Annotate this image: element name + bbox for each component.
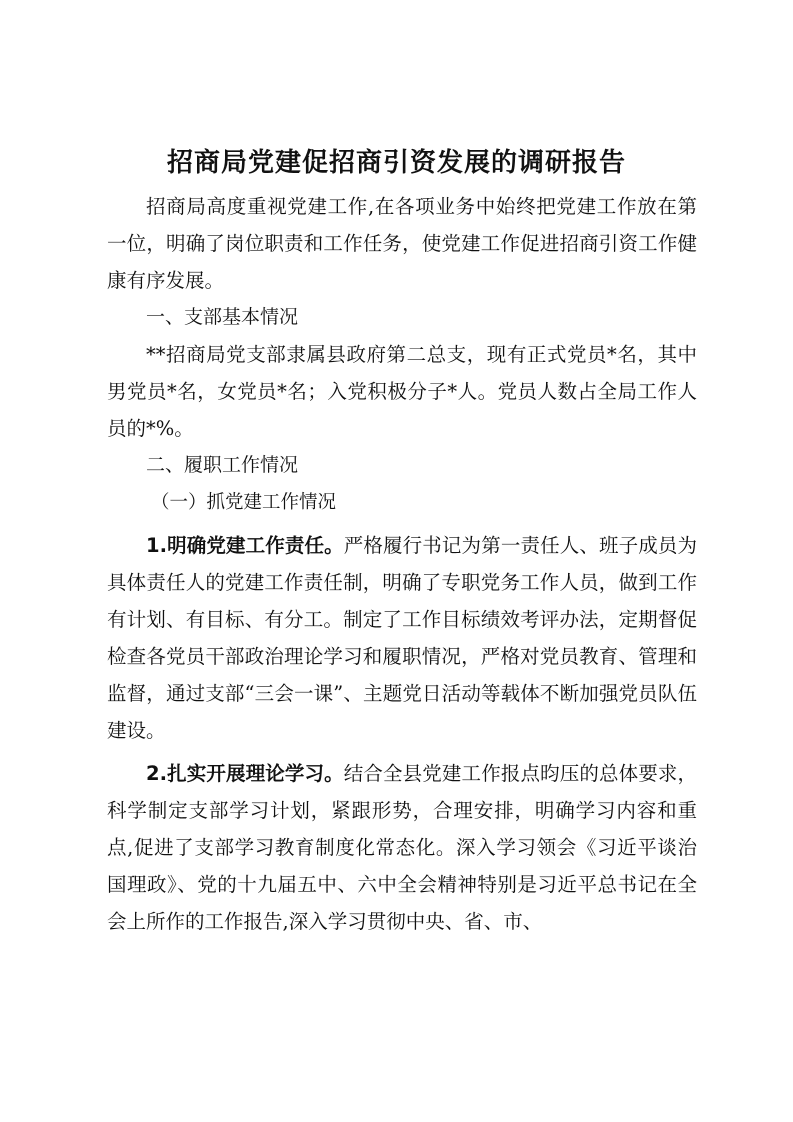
item-responsibility-text: 严格履行书记为第一责任人、班子成员为具体责任人的党建工作责任制，明确了专职党务工作人员，做到工作有计划、有目标、有分工。制定了工作目标绩效考评办法，定期督促检查各党员干部政治理论学习和履职情况，严格对党员教育、管理和监督，通过支部“三会一课”、主题党日活动等载体不断加强党员队伍建设。 [107, 534, 697, 742]
section-heading-basic-info: 一、支部基本情况 [146, 306, 299, 328]
subsection-heading-party-work: （一）抓党建工作情况 [151, 492, 337, 513]
document-body [107, 188, 697, 940]
intro-paragraph: 招商局高度重视党建工作,在各项业务中始终把党建工作放在第一位，明确了岗位职责和工作任务，使党建工作促进招商引资工作健康有序发展。 [107, 195, 697, 292]
item-responsibility-paragraph [107, 527, 697, 749]
item-responsibility-lead: 1.明确党建工作责任。 [146, 534, 344, 557]
item-study-text: 结合全县党建工作报点昀压的总体要求，科学制定支部学习计划，紧跟形势，合理安排，明确学习内容和重点,促进了支部学习教育制度化常态化。深入学习领会《习近平谈治国理政》、党的十九届五中、六中全会精神特别是习近平总书记在全会上所作的工作报告,深入学习贯彻中央、省、市、 [107, 762, 697, 933]
item-study-paragraph [107, 755, 697, 940]
document-title: 招商局党建促招商引资发展的调研报告 [166, 148, 626, 178]
item-study-lead: 2.扎实开展理论学习。 [146, 762, 344, 785]
section-heading-duties: 二、履职工作情况 [146, 454, 299, 476]
basic-info-paragraph: **招商局党支部隶属县政府第二总支，现有正式党员*名，其中男党员*名，女党员*名；入党积极分子*人。党员人数占全局工作人员的*%。 [107, 343, 697, 440]
